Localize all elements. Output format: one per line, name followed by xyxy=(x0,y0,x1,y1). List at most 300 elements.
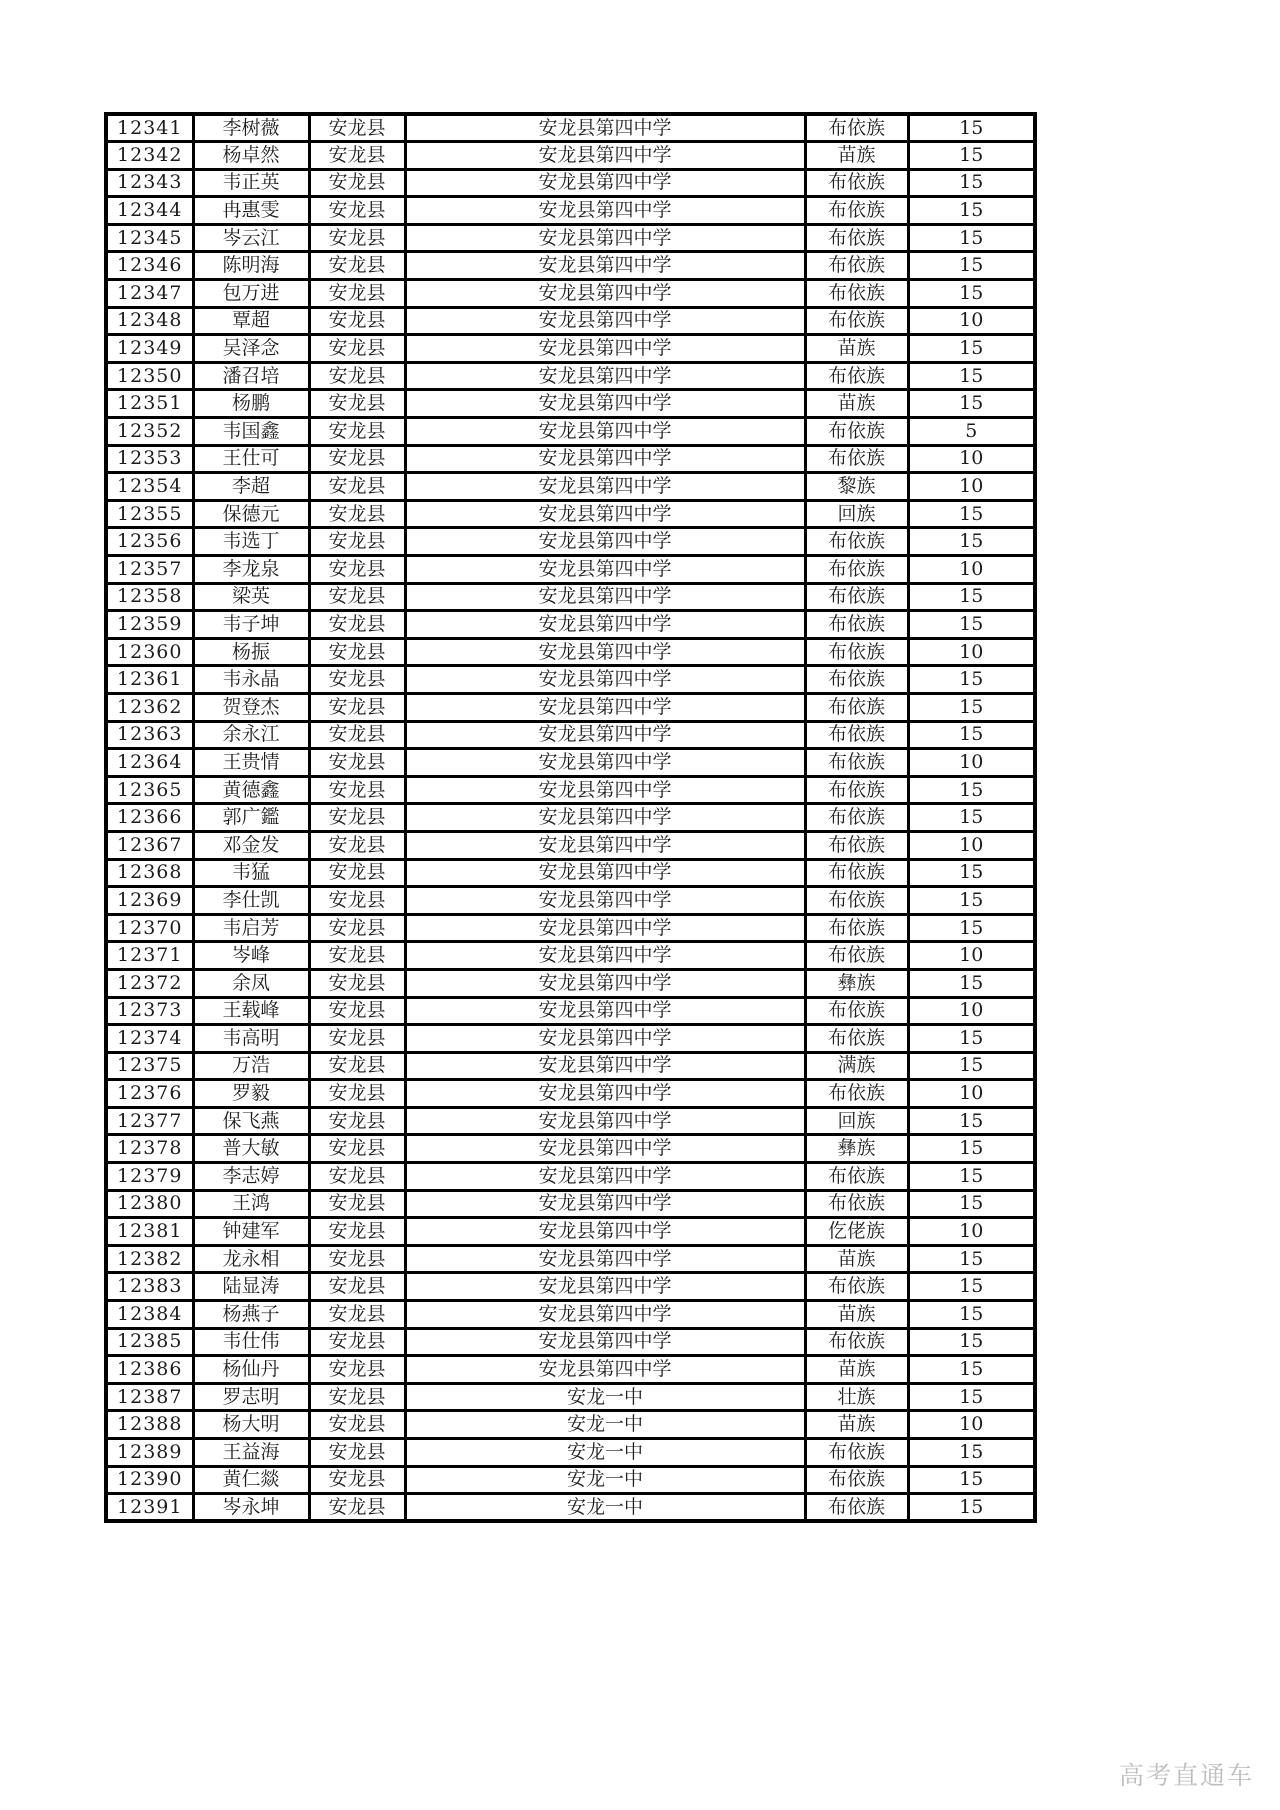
cell-ethnicity: 布依族 xyxy=(805,362,908,390)
cell-name: 潘召培 xyxy=(193,362,309,390)
cell-county: 安龙县 xyxy=(309,693,405,721)
cell-county: 安龙县 xyxy=(309,142,405,170)
cell-points: 15 xyxy=(908,1245,1035,1273)
cell-county: 安龙县 xyxy=(309,666,405,694)
cell-ethnicity: 苗族 xyxy=(805,1245,908,1273)
cell-county: 安龙县 xyxy=(309,997,405,1025)
cell-points: 10 xyxy=(908,1411,1035,1439)
cell-points: 10 xyxy=(908,997,1035,1025)
table-row xyxy=(106,859,1035,887)
cell-points: 10 xyxy=(908,831,1035,859)
roster-table-body xyxy=(106,114,1035,1521)
cell-school: 安龙县第四中学 xyxy=(405,1190,805,1218)
cell-id: 12367 xyxy=(106,831,193,859)
cell-id: 12368 xyxy=(106,859,193,887)
cell-ethnicity: 布依族 xyxy=(805,804,908,832)
cell-county: 安龙县 xyxy=(309,776,405,804)
cell-id: 12341 xyxy=(106,114,193,142)
roster-table xyxy=(104,112,1037,1523)
cell-id: 12378 xyxy=(106,1135,193,1163)
cell-ethnicity: 苗族 xyxy=(805,1301,908,1329)
cell-school: 安龙县第四中学 xyxy=(405,1052,805,1080)
table-row xyxy=(106,142,1035,170)
cell-ethnicity: 壮族 xyxy=(805,1383,908,1411)
cell-points: 15 xyxy=(908,280,1035,308)
cell-name: 余永江 xyxy=(193,721,309,749)
table-row xyxy=(106,1107,1035,1135)
cell-ethnicity: 布依族 xyxy=(805,556,908,584)
cell-points: 15 xyxy=(908,583,1035,611)
cell-ethnicity: 布依族 xyxy=(805,859,908,887)
cell-ethnicity: 黎族 xyxy=(805,473,908,501)
cell-points: 10 xyxy=(908,307,1035,335)
cell-school: 安龙县第四中学 xyxy=(405,693,805,721)
cell-id: 12379 xyxy=(106,1163,193,1191)
cell-name: 韦正英 xyxy=(193,169,309,197)
cell-id: 12342 xyxy=(106,142,193,170)
cell-id: 12373 xyxy=(106,997,193,1025)
cell-school: 安龙县第四中学 xyxy=(405,1025,805,1053)
cell-points: 15 xyxy=(908,721,1035,749)
table-row xyxy=(106,1466,1035,1494)
cell-name: 杨卓然 xyxy=(193,142,309,170)
cell-school: 安龙县第四中学 xyxy=(405,445,805,473)
table-row xyxy=(106,914,1035,942)
cell-county: 安龙县 xyxy=(309,280,405,308)
cell-id: 12389 xyxy=(106,1439,193,1467)
cell-points: 10 xyxy=(908,473,1035,501)
cell-points: 10 xyxy=(908,942,1035,970)
cell-points: 15 xyxy=(908,1328,1035,1356)
cell-name: 罗志明 xyxy=(193,1383,309,1411)
table-row xyxy=(106,942,1035,970)
cell-name: 王仕可 xyxy=(193,445,309,473)
cell-school: 安龙县第四中学 xyxy=(405,1135,805,1163)
cell-points: 15 xyxy=(908,528,1035,556)
cell-points: 15 xyxy=(908,114,1035,142)
cell-school: 安龙县第四中学 xyxy=(405,1328,805,1356)
cell-id: 12355 xyxy=(106,500,193,528)
cell-points: 15 xyxy=(908,390,1035,418)
cell-county: 安龙县 xyxy=(309,1439,405,1467)
cell-county: 安龙县 xyxy=(309,362,405,390)
watermark-text: 高考直通车 xyxy=(1118,1761,1254,1790)
cell-school: 安龙县第四中学 xyxy=(405,556,805,584)
cell-county: 安龙县 xyxy=(309,169,405,197)
cell-points: 15 xyxy=(908,197,1035,225)
cell-ethnicity: 布依族 xyxy=(805,1273,908,1301)
table-row xyxy=(106,1356,1035,1384)
cell-school: 安龙县第四中学 xyxy=(405,418,805,446)
cell-name: 保飞燕 xyxy=(193,1107,309,1135)
cell-county: 安龙县 xyxy=(309,1190,405,1218)
cell-name: 王载峰 xyxy=(193,997,309,1025)
cell-county: 安龙县 xyxy=(309,1383,405,1411)
cell-school: 安龙县第四中学 xyxy=(405,1218,805,1246)
cell-school: 安龙一中 xyxy=(405,1439,805,1467)
cell-points: 15 xyxy=(908,611,1035,639)
table-row xyxy=(106,887,1035,915)
table-row xyxy=(106,1439,1035,1467)
table-row xyxy=(106,997,1035,1025)
table-row xyxy=(106,280,1035,308)
cell-county: 安龙县 xyxy=(309,1107,405,1135)
cell-name: 韦猛 xyxy=(193,859,309,887)
cell-id: 12384 xyxy=(106,1301,193,1329)
cell-name: 岑永坤 xyxy=(193,1494,309,1522)
cell-name: 贺登杰 xyxy=(193,693,309,721)
cell-points: 15 xyxy=(908,1466,1035,1494)
cell-school: 安龙县第四中学 xyxy=(405,997,805,1025)
cell-points: 15 xyxy=(908,1025,1035,1053)
cell-points: 15 xyxy=(908,969,1035,997)
cell-school: 安龙县第四中学 xyxy=(405,804,805,832)
cell-school: 安龙县第四中学 xyxy=(405,500,805,528)
cell-id: 12380 xyxy=(106,1190,193,1218)
cell-school: 安龙县第四中学 xyxy=(405,169,805,197)
cell-id: 12363 xyxy=(106,721,193,749)
table-row xyxy=(106,1052,1035,1080)
cell-county: 安龙县 xyxy=(309,335,405,363)
cell-county: 安龙县 xyxy=(309,1328,405,1356)
cell-ethnicity: 布依族 xyxy=(805,749,908,777)
cell-school: 安龙县第四中学 xyxy=(405,1356,805,1384)
table-row xyxy=(106,528,1035,556)
cell-school: 安龙县第四中学 xyxy=(405,280,805,308)
cell-points: 15 xyxy=(908,914,1035,942)
cell-ethnicity: 布依族 xyxy=(805,1466,908,1494)
cell-name: 邓金发 xyxy=(193,831,309,859)
cell-county: 安龙县 xyxy=(309,500,405,528)
cell-school: 安龙县第四中学 xyxy=(405,1080,805,1108)
table-row xyxy=(106,224,1035,252)
cell-school: 安龙县第四中学 xyxy=(405,831,805,859)
cell-id: 12372 xyxy=(106,969,193,997)
cell-name: 岑峰 xyxy=(193,942,309,970)
cell-name: 罗毅 xyxy=(193,1080,309,1108)
cell-school: 安龙县第四中学 xyxy=(405,1273,805,1301)
cell-id: 12350 xyxy=(106,362,193,390)
student-roster-table xyxy=(104,112,1037,1523)
cell-ethnicity: 布依族 xyxy=(805,1163,908,1191)
cell-name: 杨振 xyxy=(193,638,309,666)
table-row xyxy=(106,418,1035,446)
cell-county: 安龙县 xyxy=(309,859,405,887)
cell-id: 12354 xyxy=(106,473,193,501)
cell-name: 韦启芳 xyxy=(193,914,309,942)
cell-ethnicity: 布依族 xyxy=(805,1328,908,1356)
table-row xyxy=(106,1328,1035,1356)
cell-id: 12376 xyxy=(106,1080,193,1108)
cell-county: 安龙县 xyxy=(309,1025,405,1053)
cell-name: 杨仙丹 xyxy=(193,1356,309,1384)
cell-points: 15 xyxy=(908,1135,1035,1163)
table-row xyxy=(106,1218,1035,1246)
table-row xyxy=(106,1273,1035,1301)
table-row xyxy=(106,556,1035,584)
cell-id: 12387 xyxy=(106,1383,193,1411)
cell-ethnicity: 布依族 xyxy=(805,831,908,859)
cell-id: 12347 xyxy=(106,280,193,308)
cell-county: 安龙县 xyxy=(309,390,405,418)
cell-county: 安龙县 xyxy=(309,224,405,252)
cell-ethnicity: 苗族 xyxy=(805,1356,908,1384)
cell-ethnicity: 布依族 xyxy=(805,997,908,1025)
table-row xyxy=(106,197,1035,225)
cell-ethnicity: 布依族 xyxy=(805,693,908,721)
table-row xyxy=(106,638,1035,666)
cell-school: 安龙县第四中学 xyxy=(405,224,805,252)
cell-school: 安龙县第四中学 xyxy=(405,611,805,639)
cell-county: 安龙县 xyxy=(309,1245,405,1273)
cell-points: 15 xyxy=(908,859,1035,887)
cell-county: 安龙县 xyxy=(309,1466,405,1494)
cell-school: 安龙县第四中学 xyxy=(405,362,805,390)
cell-school: 安龙一中 xyxy=(405,1411,805,1439)
table-row xyxy=(106,831,1035,859)
cell-county: 安龙县 xyxy=(309,611,405,639)
cell-points: 10 xyxy=(908,556,1035,584)
cell-points: 15 xyxy=(908,335,1035,363)
table-row xyxy=(106,1025,1035,1053)
cell-county: 安龙县 xyxy=(309,887,405,915)
cell-ethnicity: 布依族 xyxy=(805,280,908,308)
cell-name: 保德元 xyxy=(193,500,309,528)
cell-name: 梁英 xyxy=(193,583,309,611)
cell-points: 15 xyxy=(908,1356,1035,1384)
cell-ethnicity: 彝族 xyxy=(805,1135,908,1163)
cell-points: 10 xyxy=(908,1080,1035,1108)
cell-county: 安龙县 xyxy=(309,1494,405,1522)
cell-id: 12383 xyxy=(106,1273,193,1301)
table-row xyxy=(106,611,1035,639)
cell-ethnicity: 布依族 xyxy=(805,1494,908,1522)
table-row xyxy=(106,362,1035,390)
cell-ethnicity: 彝族 xyxy=(805,969,908,997)
cell-school: 安龙县第四中学 xyxy=(405,114,805,142)
cell-county: 安龙县 xyxy=(309,418,405,446)
cell-points: 15 xyxy=(908,804,1035,832)
cell-name: 岑云江 xyxy=(193,224,309,252)
cell-ethnicity: 布依族 xyxy=(805,942,908,970)
cell-points: 15 xyxy=(908,1273,1035,1301)
cell-id: 12343 xyxy=(106,169,193,197)
cell-school: 安龙一中 xyxy=(405,1494,805,1522)
cell-points: 15 xyxy=(908,1301,1035,1329)
cell-ethnicity: 布依族 xyxy=(805,307,908,335)
cell-id: 12381 xyxy=(106,1218,193,1246)
cell-county: 安龙县 xyxy=(309,583,405,611)
cell-id: 12352 xyxy=(106,418,193,446)
cell-name: 冉惠雯 xyxy=(193,197,309,225)
cell-name: 余凤 xyxy=(193,969,309,997)
cell-name: 杨燕子 xyxy=(193,1301,309,1329)
table-row xyxy=(106,307,1035,335)
cell-county: 安龙县 xyxy=(309,445,405,473)
cell-county: 安龙县 xyxy=(309,804,405,832)
table-row xyxy=(106,1494,1035,1522)
cell-id: 12390 xyxy=(106,1466,193,1494)
cell-points: 15 xyxy=(908,252,1035,280)
cell-id: 12362 xyxy=(106,693,193,721)
cell-id: 12349 xyxy=(106,335,193,363)
cell-name: 王贵情 xyxy=(193,749,309,777)
cell-points: 15 xyxy=(908,887,1035,915)
cell-school: 安龙县第四中学 xyxy=(405,666,805,694)
cell-county: 安龙县 xyxy=(309,252,405,280)
cell-school: 安龙县第四中学 xyxy=(405,583,805,611)
cell-points: 10 xyxy=(908,749,1035,777)
table-row xyxy=(106,1163,1035,1191)
cell-id: 12357 xyxy=(106,556,193,584)
cell-ethnicity: 苗族 xyxy=(805,1411,908,1439)
table-row xyxy=(106,776,1035,804)
cell-name: 李超 xyxy=(193,473,309,501)
table-row xyxy=(106,749,1035,777)
cell-name: 钟建军 xyxy=(193,1218,309,1246)
cell-school: 安龙县第四中学 xyxy=(405,721,805,749)
cell-id: 12369 xyxy=(106,887,193,915)
cell-id: 12382 xyxy=(106,1245,193,1273)
cell-ethnicity: 布依族 xyxy=(805,445,908,473)
cell-ethnicity: 布依族 xyxy=(805,418,908,446)
table-row xyxy=(106,169,1035,197)
table-row xyxy=(106,252,1035,280)
cell-school: 安龙县第四中学 xyxy=(405,1301,805,1329)
cell-ethnicity: 布依族 xyxy=(805,224,908,252)
cell-id: 12344 xyxy=(106,197,193,225)
cell-county: 安龙县 xyxy=(309,1218,405,1246)
cell-ethnicity: 仡佬族 xyxy=(805,1218,908,1246)
cell-points: 15 xyxy=(908,1494,1035,1522)
cell-school: 安龙县第四中学 xyxy=(405,197,805,225)
cell-name: 韦高明 xyxy=(193,1025,309,1053)
cell-ethnicity: 布依族 xyxy=(805,169,908,197)
cell-points: 15 xyxy=(908,142,1035,170)
table-row xyxy=(106,1383,1035,1411)
cell-ethnicity: 苗族 xyxy=(805,142,908,170)
cell-ethnicity: 布依族 xyxy=(805,1080,908,1108)
cell-county: 安龙县 xyxy=(309,1356,405,1384)
cell-county: 安龙县 xyxy=(309,114,405,142)
cell-points: 10 xyxy=(908,638,1035,666)
cell-county: 安龙县 xyxy=(309,197,405,225)
cell-name: 李志婷 xyxy=(193,1163,309,1191)
cell-school: 安龙县第四中学 xyxy=(405,1107,805,1135)
cell-id: 12366 xyxy=(106,804,193,832)
cell-county: 安龙县 xyxy=(309,969,405,997)
cell-school: 安龙县第四中学 xyxy=(405,307,805,335)
cell-name: 黄仁燚 xyxy=(193,1466,309,1494)
cell-county: 安龙县 xyxy=(309,473,405,501)
cell-school: 安龙县第四中学 xyxy=(405,142,805,170)
cell-county: 安龙县 xyxy=(309,749,405,777)
table-row xyxy=(106,500,1035,528)
cell-ethnicity: 布依族 xyxy=(805,611,908,639)
cell-school: 安龙县第四中学 xyxy=(405,914,805,942)
cell-id: 12391 xyxy=(106,1494,193,1522)
cell-id: 12371 xyxy=(106,942,193,970)
cell-ethnicity: 布依族 xyxy=(805,114,908,142)
cell-ethnicity: 布依族 xyxy=(805,914,908,942)
cell-id: 12361 xyxy=(106,666,193,694)
cell-county: 安龙县 xyxy=(309,1301,405,1329)
cell-name: 李仕凯 xyxy=(193,887,309,915)
cell-ethnicity: 苗族 xyxy=(805,390,908,418)
table-row xyxy=(106,1080,1035,1108)
cell-points: 15 xyxy=(908,1052,1035,1080)
cell-id: 12356 xyxy=(106,528,193,556)
cell-points: 15 xyxy=(908,776,1035,804)
cell-points: 15 xyxy=(908,693,1035,721)
cell-ethnicity: 布依族 xyxy=(805,638,908,666)
cell-school: 安龙县第四中学 xyxy=(405,252,805,280)
cell-name: 万浩 xyxy=(193,1052,309,1080)
table-row xyxy=(106,969,1035,997)
cell-id: 12388 xyxy=(106,1411,193,1439)
cell-name: 李龙泉 xyxy=(193,556,309,584)
cell-school: 安龙县第四中学 xyxy=(405,887,805,915)
cell-points: 15 xyxy=(908,1383,1035,1411)
cell-id: 12353 xyxy=(106,445,193,473)
cell-points: 15 xyxy=(908,1190,1035,1218)
cell-name: 黄德鑫 xyxy=(193,776,309,804)
table-row xyxy=(106,666,1035,694)
cell-school: 安龙县第四中学 xyxy=(405,638,805,666)
table-row xyxy=(106,693,1035,721)
cell-school: 安龙一中 xyxy=(405,1466,805,1494)
cell-points: 15 xyxy=(908,224,1035,252)
table-row xyxy=(106,583,1035,611)
cell-id: 12345 xyxy=(106,224,193,252)
cell-county: 安龙县 xyxy=(309,831,405,859)
cell-name: 韦仕伟 xyxy=(193,1328,309,1356)
cell-county: 安龙县 xyxy=(309,528,405,556)
cell-ethnicity: 布依族 xyxy=(805,666,908,694)
cell-id: 12346 xyxy=(106,252,193,280)
table-row xyxy=(106,1190,1035,1218)
cell-ethnicity: 布依族 xyxy=(805,252,908,280)
cell-id: 12358 xyxy=(106,583,193,611)
cell-name: 韦永晶 xyxy=(193,666,309,694)
table-row xyxy=(106,335,1035,363)
cell-county: 安龙县 xyxy=(309,1273,405,1301)
cell-ethnicity: 布依族 xyxy=(805,1439,908,1467)
cell-id: 12351 xyxy=(106,390,193,418)
cell-county: 安龙县 xyxy=(309,556,405,584)
cell-county: 安龙县 xyxy=(309,1411,405,1439)
cell-points: 15 xyxy=(908,169,1035,197)
table-row xyxy=(106,804,1035,832)
cell-county: 安龙县 xyxy=(309,307,405,335)
cell-school: 安龙一中 xyxy=(405,1383,805,1411)
cell-county: 安龙县 xyxy=(309,942,405,970)
table-row xyxy=(106,473,1035,501)
cell-ethnicity: 布依族 xyxy=(805,583,908,611)
cell-school: 安龙县第四中学 xyxy=(405,335,805,363)
cell-points: 15 xyxy=(908,666,1035,694)
cell-id: 12385 xyxy=(106,1328,193,1356)
cell-id: 12377 xyxy=(106,1107,193,1135)
cell-ethnicity: 布依族 xyxy=(805,528,908,556)
table-row xyxy=(106,1135,1035,1163)
cell-name: 陆显涛 xyxy=(193,1273,309,1301)
table-row xyxy=(106,114,1035,142)
cell-id: 12348 xyxy=(106,307,193,335)
cell-county: 安龙县 xyxy=(309,914,405,942)
cell-ethnicity: 布依族 xyxy=(805,721,908,749)
cell-name: 杨鹏 xyxy=(193,390,309,418)
